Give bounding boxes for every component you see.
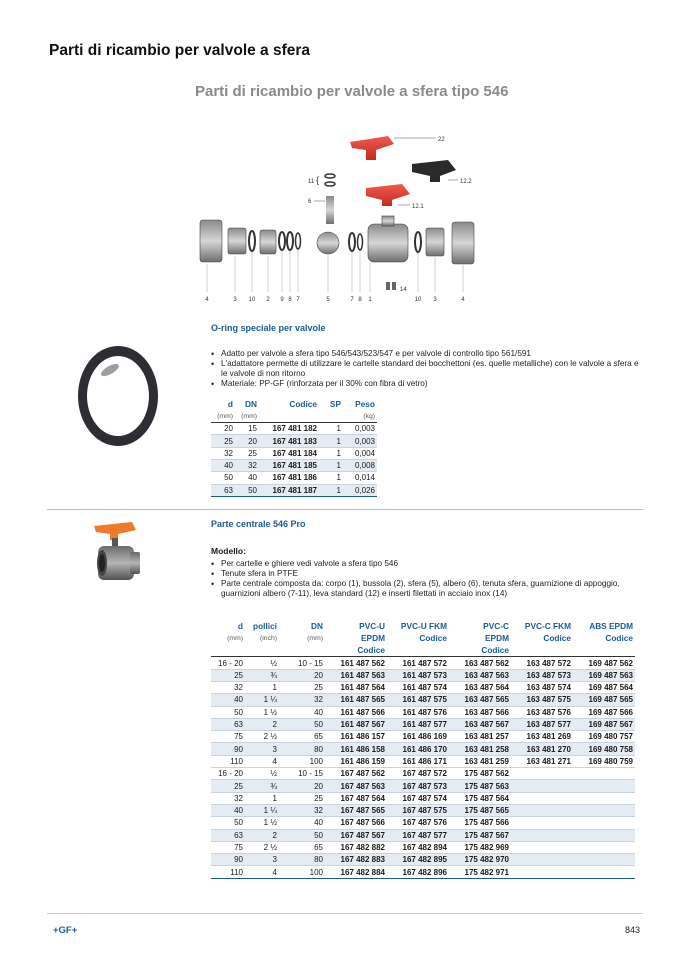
col-header: Codice: [543, 633, 571, 644]
table-row: [211, 718, 635, 730]
table-cell: 40: [211, 459, 235, 471]
table-cell: 1: [336, 448, 341, 458]
oring-image: [72, 340, 164, 452]
table-cell: 110: [230, 756, 243, 766]
table-cell: [573, 768, 635, 780]
table-cell: [511, 768, 573, 780]
table-row: [211, 817, 635, 829]
col-header: Codice: [605, 633, 633, 644]
table-cell: 163 487 565: [449, 694, 511, 706]
col-header: EPDM: [361, 633, 385, 644]
table-cell: 161 487 575: [387, 694, 449, 706]
table-cell: [573, 829, 635, 841]
callout-12-2: 12.2: [460, 179, 472, 185]
callout-22: 22: [438, 137, 445, 143]
bullet: • Materiale: PP-GF (rinforzata per il 30% con fibra di vetro): [211, 379, 641, 389]
table-cell: 25: [211, 669, 245, 681]
table-cell: 163 487 572: [526, 658, 571, 668]
callout-bottom: 8: [288, 297, 292, 303]
table-cell: 167 487 563: [325, 780, 387, 792]
table-cell: 2 ½: [263, 842, 277, 852]
col-header: PVC-C FKM: [524, 621, 571, 632]
table-cell: 175 482 971: [464, 867, 509, 877]
page-title: Parti di ricambio per valvole a sfera: [49, 42, 311, 59]
table-cell: 0,003: [343, 435, 377, 447]
table-row: [211, 681, 635, 693]
table-cell: 163 487 563: [449, 669, 511, 681]
table-cell: 20: [224, 424, 233, 434]
table-cell: 75: [234, 842, 243, 852]
col-header: pollici: [253, 621, 277, 632]
table-row: [211, 423, 377, 435]
table-cell: 0,008: [343, 459, 377, 471]
table-cell: [573, 854, 635, 866]
table-row: [211, 792, 635, 804]
table-cell: 1 ¼: [245, 694, 279, 706]
table-cell: 161 487 562: [340, 658, 385, 668]
table-cell: 25: [211, 435, 235, 447]
col-header: d: [227, 399, 233, 410]
table-cell: 167 481 187: [259, 484, 319, 496]
table-cell: 161 486 169: [402, 732, 447, 742]
table-cell: 169 480 759: [588, 756, 633, 766]
bullet: • L'adattatore permette di utilizzare le cartelle standard dei bocchettoni (es. quelle metalliche) con le valvole a sfera e le valvole di non ritorno: [211, 359, 641, 379]
table-cell: 167 481 184: [272, 448, 317, 458]
table-cell: 40: [211, 804, 245, 816]
table-cell: 65: [314, 732, 323, 742]
table-cell: 50: [234, 818, 243, 828]
central-table: [211, 620, 635, 879]
table-cell: 169 487 564: [588, 683, 633, 693]
table-cell: 167 487 577: [387, 829, 449, 841]
table-cell: 50: [279, 829, 325, 841]
col-header: DN: [245, 399, 257, 410]
table-cell: 163 487 566: [464, 707, 509, 717]
table-cell: 50: [279, 718, 325, 730]
table-cell: ½: [270, 658, 277, 668]
table-row: [211, 768, 635, 780]
table-cell: 40: [314, 818, 323, 828]
col-header: PVC-U: [359, 621, 385, 632]
table-cell: 169 487 566: [588, 707, 633, 717]
bullet: • Tenute sfera in PTFE: [211, 569, 643, 579]
table-row: [211, 829, 635, 841]
table-cell: 40: [211, 694, 245, 706]
table-cell: 167 482 895: [387, 854, 449, 866]
table-cell: 167 487 575: [387, 804, 449, 816]
table-cell: 161 486 171: [402, 756, 447, 766]
table-cell: 0,014: [354, 473, 375, 483]
table-cell: 167 487 574: [402, 793, 447, 803]
table-cell: 167 482 896: [402, 867, 447, 877]
table-cell: 0,003: [354, 424, 375, 434]
table-cell: 1: [272, 793, 277, 803]
table-cell: 167 481 186: [272, 473, 317, 483]
callout-bottom: 7: [296, 297, 300, 303]
central-part-image: [92, 520, 156, 586]
bullet: • Per cartelle e ghiere vedi valvole a sfera tipo 546: [211, 559, 643, 569]
table-cell: 167 481 182: [272, 424, 317, 434]
table-cell: 167 481 183: [259, 435, 319, 447]
section-title: Parti di ricambio per valvole a sfera tipo 546: [195, 83, 509, 100]
table-cell: 90: [211, 854, 245, 866]
table-cell: 161 486 157: [340, 732, 385, 742]
table-cell: [573, 866, 635, 878]
table-cell: 32: [234, 793, 243, 803]
table-cell: 1 ½: [263, 818, 277, 828]
callout-bottom: 4: [461, 297, 465, 303]
table-cell: 175 487 564: [464, 793, 509, 803]
table-cell: 100: [309, 867, 323, 877]
section-divider: [47, 509, 643, 510]
table-row: [211, 854, 635, 866]
exploded-valve-diagram: [190, 120, 490, 310]
table-cell: 169 487 563: [573, 669, 635, 681]
table-cell: [511, 804, 573, 816]
table-cell: 167 487 566: [340, 818, 385, 828]
callout-bottom: 2: [266, 297, 270, 303]
table-cell: 163 487 567: [449, 718, 511, 730]
table-cell: 25: [314, 683, 323, 693]
callout-bottom: 3: [433, 297, 437, 303]
model-label: Modello:: [211, 546, 246, 556]
col-header: EPDM: [485, 633, 509, 644]
table-cell: 80: [279, 854, 325, 866]
table-cell: 65: [314, 842, 323, 852]
table-cell: [511, 854, 573, 866]
unit-header: (kg): [363, 412, 375, 420]
callout-bottom: 5: [326, 297, 330, 303]
table-cell: 163 487 562: [464, 658, 509, 668]
page-number: 843: [625, 925, 641, 935]
col-header: ABS EPDM: [589, 621, 633, 632]
callout-bottom: 4: [205, 297, 209, 303]
table-cell: 163 481 269: [526, 732, 571, 742]
table-cell: [511, 780, 573, 792]
table-cell: 163 487 574: [526, 683, 571, 693]
table-cell: 25: [248, 448, 257, 458]
table-cell: 163 487 575: [511, 694, 573, 706]
callout-14: 14: [400, 287, 407, 293]
col-header: Codice: [481, 645, 509, 656]
table-cell: 161 487 567: [325, 718, 387, 730]
table-row: [211, 435, 377, 447]
table-cell: ¾: [245, 780, 279, 792]
callout-bottom: 10: [414, 297, 422, 303]
svg-text:{: {: [316, 175, 320, 185]
callout-12-1: 12.1: [412, 204, 424, 210]
table-cell: 163 481 259: [464, 756, 509, 766]
table-cell: ½: [270, 769, 277, 779]
table-cell: 32: [234, 683, 243, 693]
table-cell: 40: [248, 473, 257, 483]
table-row: [211, 780, 635, 792]
table-cell: 161 487 566: [340, 707, 385, 717]
table-cell: 161 486 170: [387, 743, 449, 755]
table-cell: 1 ¼: [245, 804, 279, 816]
callout-bottom: 7: [350, 297, 354, 303]
table-cell: 167 482 882: [340, 842, 385, 852]
table-cell: [573, 792, 635, 804]
table-cell: 163 487 576: [526, 707, 571, 717]
table-cell: 3: [245, 743, 279, 755]
callout-bottom: 3: [233, 297, 237, 303]
table-cell: 63: [211, 829, 245, 841]
table-cell: 161 487 577: [387, 718, 449, 730]
table-row: [211, 657, 635, 669]
table-row: [211, 706, 635, 718]
table-cell: 161 487 573: [387, 669, 449, 681]
unit-header: (mm): [227, 634, 243, 642]
table-row: [211, 484, 377, 496]
unit-header: (mm): [241, 412, 257, 420]
table-cell: 20: [279, 669, 325, 681]
table-cell: 1: [319, 484, 343, 496]
table-cell: 161 487 565: [325, 694, 387, 706]
table-cell: 50: [234, 707, 243, 717]
table-cell: 163 481 271: [526, 756, 571, 766]
bullet: • Parte centrale composta da: corpo (1), bussola (2), sfera (5), albero (6), tenuta sfera, guarnizione di appoggio, guarnizioni albero (7-11), leva standard (12) e inserti filettati in acciaio inox (14): [211, 579, 643, 599]
table-row: [211, 866, 635, 878]
table-cell: 1: [319, 435, 343, 447]
table-cell: 161 487 576: [402, 707, 447, 717]
table-cell: [511, 829, 573, 841]
table-cell: 167 482 883: [325, 854, 387, 866]
table-cell: 175 482 969: [464, 842, 509, 852]
table-cell: 25: [314, 793, 323, 803]
table-cell: 169 480 757: [588, 732, 633, 742]
table-cell: [511, 792, 573, 804]
col-header: DN: [311, 621, 323, 632]
table-row: [211, 669, 635, 681]
table-cell: 175 487 563: [449, 780, 511, 792]
table-cell: 163 487 573: [511, 669, 573, 681]
table-cell: 161 487 564: [340, 683, 385, 693]
table-row: [211, 459, 377, 471]
table-cell: 3: [245, 854, 279, 866]
callout-6: 6: [308, 199, 312, 205]
table-cell: 167 487 576: [402, 818, 447, 828]
table-row: [211, 447, 377, 459]
table-cell: 169 487 567: [573, 718, 635, 730]
table-cell: 32: [279, 804, 325, 816]
table-row: [211, 694, 635, 706]
callout-bottom: 10: [248, 297, 256, 303]
table-cell: 10 - 15: [298, 658, 323, 668]
table-cell: 175 487 567: [449, 829, 511, 841]
col-header: Codice: [419, 633, 447, 644]
table-cell: 175 482 970: [449, 854, 511, 866]
table-cell: 1: [336, 473, 341, 483]
table-cell: 167 482 884: [340, 867, 385, 877]
table-cell: 175 487 565: [449, 804, 511, 816]
table-cell: 63: [211, 484, 235, 496]
unit-header: (mm): [217, 412, 233, 420]
gf-logo: +GF+: [53, 925, 78, 936]
table-cell: [511, 817, 573, 829]
table-cell: 0,026: [343, 484, 377, 496]
table-cell: 15: [248, 424, 257, 434]
oring-title: O-ring speciale per valvole: [211, 323, 326, 333]
table-cell: 25: [211, 780, 245, 792]
table-cell: 50: [235, 484, 259, 496]
col-header: d: [237, 621, 243, 632]
table-cell: 161 486 158: [325, 743, 387, 755]
col-header: PVC-C: [483, 621, 509, 632]
table-cell: 167 481 185: [259, 459, 319, 471]
table-row: [211, 755, 635, 767]
table-cell: 167 487 564: [340, 793, 385, 803]
callout-bottom: 1: [368, 297, 372, 303]
table-cell: 163 481 270: [511, 743, 573, 755]
red-handle-top: [350, 136, 394, 160]
oring-bullets: [211, 349, 641, 389]
unit-header: (mm): [307, 634, 323, 642]
table-cell: 20: [279, 780, 325, 792]
red-handle-lower: [366, 184, 410, 206]
table-cell: 40: [314, 707, 323, 717]
table-cell: 167 487 573: [387, 780, 449, 792]
table-cell: 16 - 20: [218, 658, 243, 668]
table-cell: 163 487 577: [511, 718, 573, 730]
table-row: [211, 743, 635, 755]
callout-11: 11: [308, 179, 315, 185]
table-cell: 167 487 567: [325, 829, 387, 841]
table-cell: 161 486 159: [340, 756, 385, 766]
table-cell: 20: [235, 435, 259, 447]
table-cell: ¾: [245, 669, 279, 681]
table-cell: 161 487 572: [402, 658, 447, 668]
table-cell: 169 487 562: [588, 658, 633, 668]
table-row: [211, 731, 635, 743]
table-cell: 163 487 564: [464, 683, 509, 693]
table-cell: 175 487 566: [464, 818, 509, 828]
table-cell: 4: [272, 756, 277, 766]
table-cell: 161 487 563: [325, 669, 387, 681]
table-cell: 90: [211, 743, 245, 755]
table-cell: [511, 841, 573, 853]
table-cell: [511, 866, 573, 878]
table-cell: 1: [319, 459, 343, 471]
table-cell: 0,004: [354, 448, 375, 458]
table-cell: 1 ½: [263, 707, 277, 717]
central-title: Parte centrale 546 Pro: [211, 519, 306, 529]
unit-header: (inch): [260, 634, 277, 642]
table-cell: 75: [234, 732, 243, 742]
table-cell: 169 480 758: [573, 743, 635, 755]
table-row: [211, 841, 635, 853]
oring-table: [211, 398, 377, 497]
table-cell: 167 487 572: [402, 769, 447, 779]
col-header: PVC-U FKM: [400, 621, 447, 632]
table-cell: 161 487 574: [402, 683, 447, 693]
table-cell: 167 487 565: [325, 804, 387, 816]
table-cell: [573, 817, 635, 829]
table-cell: 169 487 565: [573, 694, 635, 706]
central-bullets: [211, 559, 643, 599]
table-cell: 167 487 562: [340, 769, 385, 779]
table-cell: 2: [245, 829, 279, 841]
table-cell: 32: [224, 448, 233, 458]
table-row: [211, 472, 377, 484]
footer-divider: [47, 913, 643, 914]
table-cell: 32: [235, 459, 259, 471]
black-handle: [412, 160, 456, 182]
table-cell: 163 481 257: [464, 732, 509, 742]
table-cell: 10 - 15: [298, 769, 323, 779]
col-header: Codice: [357, 645, 385, 656]
callout-bottom: 8: [358, 297, 362, 303]
table-cell: 163 481 258: [449, 743, 511, 755]
table-cell: 110: [230, 867, 243, 877]
table-cell: [573, 780, 635, 792]
table-cell: 2 ½: [263, 732, 277, 742]
table-cell: 167 482 894: [402, 842, 447, 852]
table-cell: 50: [224, 473, 233, 483]
table-cell: 80: [279, 743, 325, 755]
table-cell: 1: [272, 683, 277, 693]
table-cell: 100: [309, 756, 323, 766]
col-header: SP: [329, 399, 341, 410]
col-header: Peso: [355, 399, 375, 410]
table-cell: [573, 804, 635, 816]
table-cell: [573, 841, 635, 853]
table-cell: 4: [272, 867, 277, 877]
table-cell: 175 487 562: [464, 769, 509, 779]
table-cell: 16 - 20: [218, 769, 243, 779]
table-row: [211, 804, 635, 816]
col-header: Codice: [289, 399, 317, 410]
table-cell: 63: [211, 718, 245, 730]
table-cell: 2: [245, 718, 279, 730]
table-cell: 1: [336, 424, 341, 434]
bullet: • Adatto per valvole a sfera tipo 546/543/523/547 e per valvole di controllo tipo 561/591: [211, 349, 641, 359]
table-cell: 32: [279, 694, 325, 706]
callout-bottom: 9: [280, 297, 284, 303]
